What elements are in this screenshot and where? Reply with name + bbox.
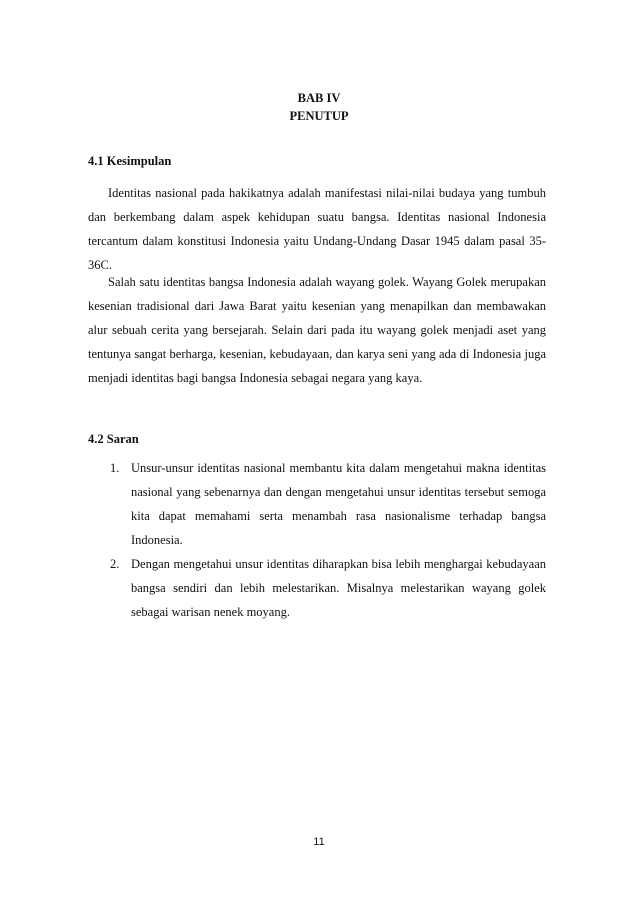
list-item-text: Unsur-unsur identitas nasional membantu kita dalam mengetahui makna identitas nasional yang sebenarnya dan dengan mengetahui unsur identitas tersebut semoga kita dapat memahami serta menambah rasa nasionalisme terhadap bangsa Indonesia. <box>131 461 546 547</box>
paragraph-kesimpulan-1: Identitas nasional pada hakikatnya adalah manifestasi nilai-nilai budaya yang tumbuh dan berkembang dalam aspek kehidupan suatu bangsa. Identitas nasional Indonesia tercantum dalam konstitusi Indonesia yaitu Undang-Undang Dasar 1945 dalam pasal 35-36C. <box>88 186 546 272</box>
list-item <box>88 456 546 552</box>
chapter-title: PENUTUP <box>289 109 349 123</box>
list-item <box>88 552 546 624</box>
list-item-number: 1. <box>110 461 120 475</box>
paragraph-kesimpulan-2: Salah satu identitas bangsa Indonesia adalah wayang golek. Wayang Golek merupakan kesenian tradisional dari Jawa Barat yaitu kesenian yang menapilkan dan membawakan alur sebuah cerita yang bersejarah. Selain dari pada itu wayang golek menjadi aset yang tentunya sangat berharga, kesenian, kebudayaan, dan karya seni yang ada di Indonesia juga menjadi identitas bagi bangsa Indonesia sebagai negara yang kaya. <box>88 275 546 385</box>
section-heading-saran: 4.2 Saran <box>88 432 139 446</box>
section-heading-kesimpulan: 4.1 Kesimpulan <box>88 154 172 168</box>
list-item-number: 2. <box>110 557 120 571</box>
chapter-label: BAB IV <box>297 91 341 105</box>
list-item-text: Dengan mengetahui unsur identitas diharapkan bisa lebih menghargai kebudayaan bangsa sendiri dan lebih melestarikan. Misalnya melestarikan wayang golek sebagai warisan nenek moyang. <box>131 557 546 619</box>
saran-list <box>88 456 546 624</box>
page-number: 11 <box>313 836 325 848</box>
